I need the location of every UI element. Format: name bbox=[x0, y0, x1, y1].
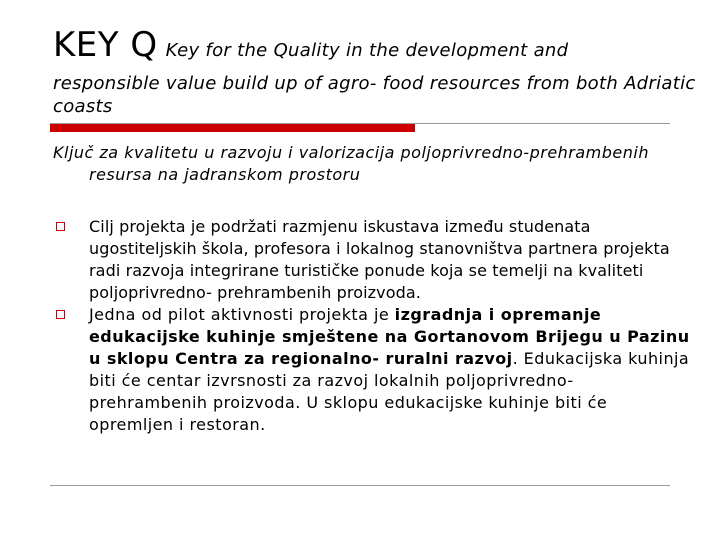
bullet-text: Cilj projekta je podržati razmjenu iskustava između studenata ugostiteljskih škola, profesora i lokalnog stanovništva partnera projekta radi razvoja integrirane turističke ponude koja se temelji na kvaliteti poljoprivredno- prehrambenih proizvoda. bbox=[89, 217, 670, 302]
bullet-outro: . Edukacijska kuhinja biti će centar izvrsnosti za razvoj lokalnih poljoprivredno- prehrambenih proizvoda. U sklopu edukacijske kuhinje biti će opremljen i restoran. bbox=[89, 349, 690, 434]
bullet-bold-text: izgradnja i opremanje edukacijske kuhinje smještene na Gortanovom Brijegu u Pazinu u sklopu Centra za regionalno- ruralni razvoj bbox=[89, 305, 690, 368]
accent-bar bbox=[50, 124, 415, 132]
bullet-intro: Jedna od pilot aktivnosti projekta je bbox=[89, 305, 395, 324]
square-bullet-icon bbox=[56, 222, 65, 231]
bullet-item bbox=[53, 304, 693, 436]
title-subtitle-first: Key for the Quality in the development and bbox=[165, 40, 569, 61]
slide-title bbox=[53, 24, 703, 118]
title-key-q: KEY Q bbox=[53, 25, 158, 65]
title-subtitle-rest: responsible value build up of agro- food resources from both Adriatic coasts bbox=[53, 73, 696, 117]
square-bullet-icon bbox=[56, 310, 65, 319]
divider-bottom bbox=[50, 485, 670, 486]
croatian-subtitle: Ključ za kvalitetu u razvoju i valorizacija poljoprivredno-prehrambenih resursa na jadranskom prostoru bbox=[53, 143, 649, 184]
bullet-list bbox=[53, 216, 693, 436]
bullet-item bbox=[53, 216, 693, 304]
